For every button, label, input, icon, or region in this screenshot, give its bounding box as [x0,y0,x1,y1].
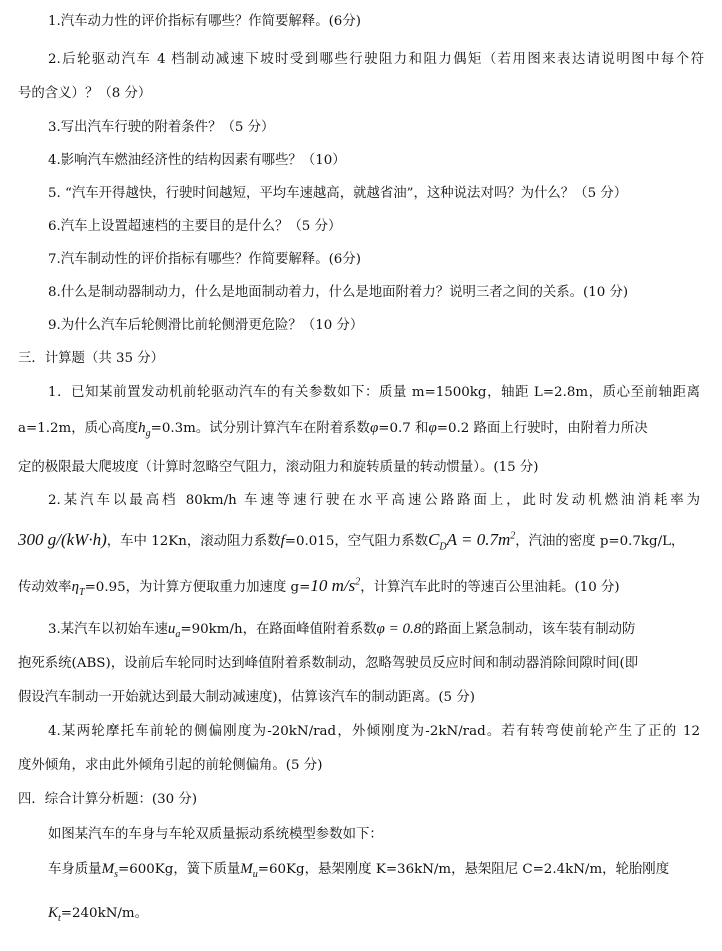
problem-3-line-2: 抱死系统(ABS)，设前后车轮同时达到峰值附着系数制动，忽略驾驶员反应时间和制动器消除间隙时间(即 [18,656,639,671]
cda-formula: $C_DA = 0.7m^2$ [428,530,516,553]
section-3-heading: 三．计算题（共 35 分） [18,351,165,366]
problem-3-line-1: 3.某汽车以初始车速$u_a=90km/h$，在路面峰值附着系数φ = 0.8的路面上紧急制动，该车装有制动防 [48,621,636,640]
question-1: 1.汽车动力性的评价指标有哪些？作简要解释。(6分) [48,14,361,29]
question-9: 9.为什么汽车后轮侧滑比前轮侧滑更危险？（10 分） [48,318,364,333]
problem-2-line-2: 300 g/(kW·h)，车中 12Kn，滚动阻力系数f=0.015，空气阻力系数$C_DA = 0.7m^2$，汽油的密度 p=0.7kg/L， [18,530,685,553]
problem-1-line-1: 1．已知某前置发动机前轮驱动汽车的有关参数如下：质量 m=1500kg，轴距 L=2.8m，质心至前轴距离 [48,385,700,400]
question-7: 7.汽车制动性的评价指标有哪些？作简要解释。(6分) [48,252,361,267]
section-4-params-line-1: 车身质量$M_s=600Kg$，簧下质量$M_u=60Kg$，悬架刚度 K=36kN/m，悬架阻尼 C=2.4kN/m，轮胎刚度 [48,861,670,880]
fuel-rate-formula: 300 g/(kW·h) [18,530,107,549]
phi-value-formula: φ = 0.8 [376,621,422,637]
question-8: 8.什么是制动器制动力，什么是地面制动着力，什么是地面附着力？说明三者之间的关系。(10 分) [48,285,629,300]
section-4-heading: 四．综合计算分析题：(30 分) [18,792,198,807]
question-6: 6.汽车上设置超速档的主要目的是什么？（5 分） [48,219,342,234]
hg-symbol: $h_g$ [138,420,151,439]
question-5: 5. “汽车开得越快，行驶时间越短，平均车速越高，就越省油”，这种说法对吗？为什么？（5 分） [48,186,628,201]
problem-3-line-3: 假设汽车制动一开始就达到最大制动减速度)，估算该汽车的制动距离。(5 分) [18,690,475,705]
problem-4-line-2: 度外倾角，求由此外倾角引起的前轮侧偏角。(5 分) [18,758,323,773]
phi-symbol: φ [369,420,379,436]
problem-2-line-1: 2.某汽车以最高档 80km/h 车速等速行驶在水平高速公路路面上，此时发动机燃油消耗率为 [48,493,700,508]
section-4-intro: 如图某汽车的车身与车轮双质量振动系统模型参数如下： [48,827,383,842]
f-symbol: f [280,533,285,549]
question-4: 4.影响汽车燃油经济性的结构因素有哪些？（10） [48,153,346,168]
eta-symbol: $\eta_T$ [71,579,85,598]
section-4-params-line-2: $K_t=240kN/m$。 [48,905,149,924]
question-2-line-2: 号的含义）？（8 分） [18,86,152,101]
ms-symbol: $M_s$ [101,861,118,880]
g-value-formula: 10 $m/s^2$ [310,576,361,595]
question-2-line-1: 2.后轮驱动汽车 4 档制动减速下坡时受到哪些行驶阻力和阻力偶矩（若用图来表达请说明图中每个符 [48,52,704,67]
problem-2-line-3: 传动效率$\eta_T=0.95$，为计算方便取重力加速度 g=10 $m/s^2$，计算汽车此时的等速百公里油耗。(10 分) [18,576,620,598]
problem-1-line-2: a=1.2m，质心高度$h_g=0.3m$。试分别计算汽车在附着系数φ=0.7 和φ=0.2 路面上行驶时，由附着力所决 [18,420,648,439]
ua-symbol: $u_a$ [167,621,181,640]
problem-4-line-1: 4.某两轮摩托车前轮的侧偏刚度为-20kN/rad，外倾刚度为-2kN/rad。若有转弯使前轮产生了正的 12 [48,724,700,739]
question-3: 3.写出汽车行驶的附着条件？（5 分） [48,120,275,135]
mu-symbol: $M_u$ [240,861,258,880]
kt-symbol: $K_t$ [48,905,61,924]
phi-symbol: φ [428,420,437,436]
problem-1-line-3: 定的极限最大爬坡度（计算时忽略空气阻力，滚动阻力和旋转质量的转动惯量）。(15 分) [18,460,539,475]
